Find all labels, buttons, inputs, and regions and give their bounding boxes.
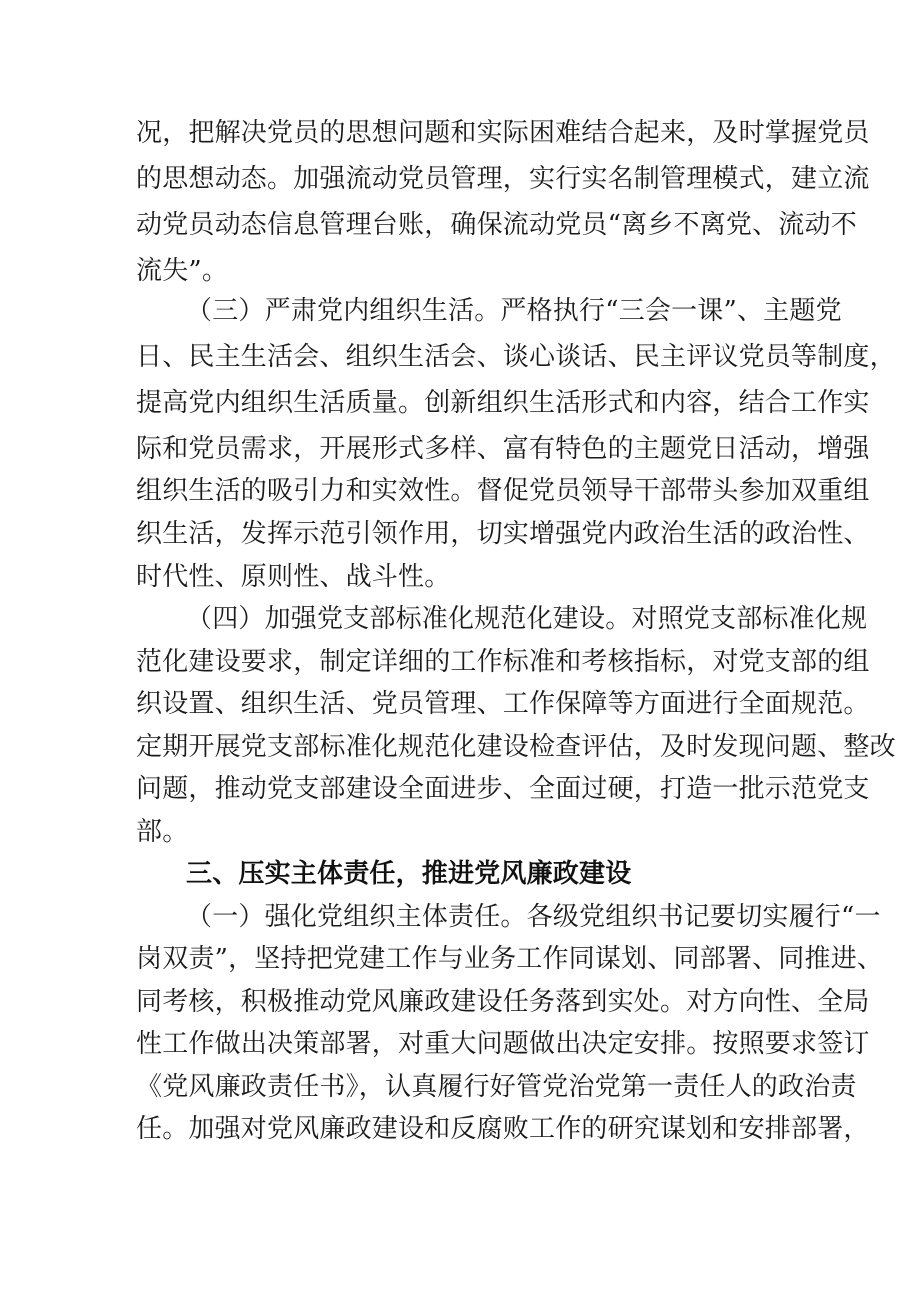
text-line: 问题，推动党支部建设全面进步、全面过硬，打造一批示范党支 <box>136 774 870 804</box>
text-line: 动党员动态信息管理台账，确保流动党员“离乡不离党、流动不 <box>136 210 857 240</box>
text-line: 任。加强对党风廉政建设和反腐败工作的研究谋划和安排部署， <box>136 1114 870 1144</box>
text-line: 流失”。 <box>136 256 229 286</box>
paragraph-start-line: （三）严肃党内组织生活。严格执行“三会一课”、主题党 <box>186 296 842 326</box>
text-line: 提高党内组织生活质量。创新组织生活形式和内容，结合工作实 <box>136 388 870 418</box>
text-line: 况，把解决党员的思想问题和实际困难结合起来，及时掌握党员 <box>136 118 870 148</box>
text-line: 同考核，积极推动党风廉政建设任务落到实处。对方向性、全局 <box>136 987 870 1017</box>
text-line: 《党风廉政责任书》，认真履行好管党治党第一责任人的政治责 <box>136 1072 857 1102</box>
text-line: 性工作做出决策部署，对重大问题做出决定安排。按照要求签订 <box>136 1029 870 1059</box>
text-line: 织生活，发挥示范引领作用，切实增强党内政治生活的政治性、 <box>136 519 870 549</box>
paragraph-start-line: （四）加强党支部标准化规范化建设。对照党支部标准化规 <box>186 604 868 634</box>
text-line: 的思想动态。加强流动党员管理，实行实名制管理模式，建立流 <box>136 164 870 194</box>
paragraph-start-line: （一）强化党组织主体责任。各级党组织书记要切实履行“一 <box>186 902 881 932</box>
text-line: 时代性、原则性、战斗性。 <box>136 562 451 592</box>
text-line: 部。 <box>136 817 189 847</box>
text-line: 日、民主生活会、组织生活会、谈心谈话、民主评议党员等制度， <box>136 342 896 372</box>
text-line: 际和党员需求，开展形式多样、富有特色的主题党日活动，增强 <box>136 434 870 464</box>
text-line: 织设置、组织生活、党员管理、工作保障等方面进行全面规范。 <box>136 689 870 719</box>
text-line: 范化建设要求，制定详细的工作标准和考核指标，对党支部的组 <box>136 647 870 677</box>
text-line: 组织生活的吸引力和实效性。督促党员领导干部带头参加双重组 <box>136 476 870 506</box>
text-line: 岗双责”，坚持把党建工作与业务工作同谋划、同部署、同推进、 <box>136 944 884 974</box>
text-line: 定期开展党支部标准化规范化建设检查评估，及时发现问题、整改 <box>136 732 896 762</box>
section-heading: 三、压实主体责任，推进党风廉政建设 <box>186 859 632 889</box>
